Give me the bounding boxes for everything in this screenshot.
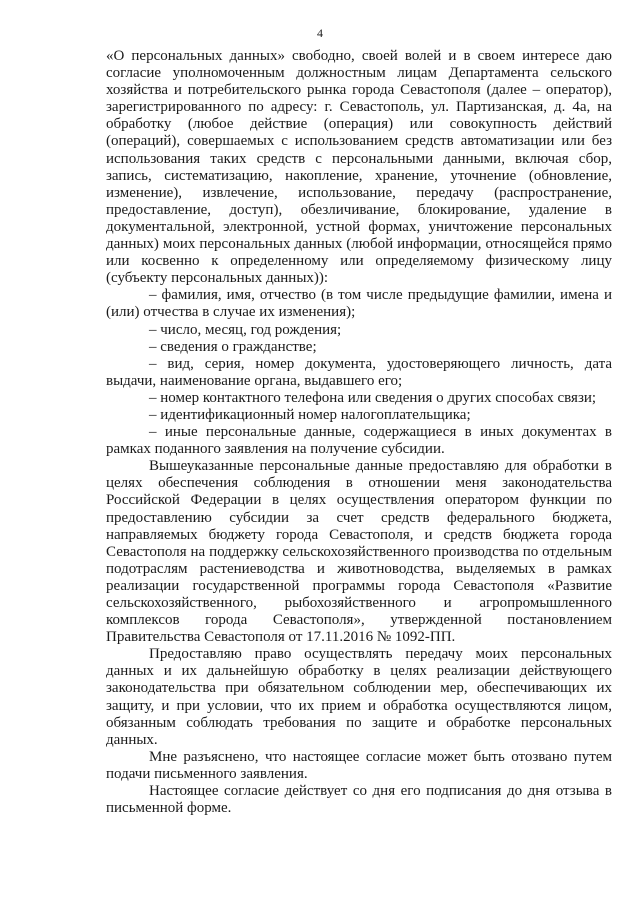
list-item-birth-date: – число, месяц, год рождения;	[149, 321, 342, 338]
list-item-identity-document: – вид, серия, номер документа, удостоверяющего личность, дата выдачи, наименование органа, выдавшего его;	[106, 355, 612, 389]
list-item-full-name: – фамилия, имя, отчество (в том числе предыдущие фамилии, имена и (или) отчества в случае их изменения);	[106, 287, 612, 321]
revocation-paragraph: Мне разъяснено, что настоящее согласие может быть отозвано путем подачи письменного заявления.	[106, 748, 612, 782]
list-item-tax-id: – идентификационный номер налогоплательщика;	[149, 406, 471, 423]
page-number: 4	[317, 26, 323, 40]
document-body	[106, 48, 612, 817]
list-item-phone: – номер контактного телефона или сведения о других способах связи;	[149, 389, 597, 406]
list-item-other-data: – иные персональные данные, содержащиеся в иных документах в рамках поданного заявления на получение субсидии.	[106, 424, 612, 458]
processing-purpose-paragraph: Вышеуказанные персональные данные предоставляю для обработки в целях обеспечения соблюдения в отношении меня законодательства Российской Федерации в целях осуществления оператором функции по предоставлению субсидии за счет средств федерального бюджета, направляемых бюджету города Севастополя, и средств бюджета города Севастополя на поддержку сельскохозяйственного производства по отдельным подотраслям растениеводства и животноводства, выделяемых в рамках реализации государственной программы города Севастополя «Развитие сельскохозяйственного, рыбохозяйственного и агропромышленного комплексов города Севастополя», утвержденной постановлением Правительства Севастополя от 17.11.2016 № 1092-ПП.	[106, 458, 612, 646]
transfer-right-paragraph: Предоставляю право осуществлять передачу моих персональных данных и их дальнейшую обработку в целях реализации действующего законодательства при обязательном соблюдении мер, обеспечивающих их защиту, и при условии, что их прием и обработка осуществляются лицом, обязанным соблюдать требования по защите и обработке персональных данных.	[106, 646, 612, 748]
list-item-citizenship: – сведения о гражданстве;	[149, 338, 317, 355]
consent-scope-paragraph: «О персональных данных» свободно, своей волей и в своем интересе даю согласие уполномоченным должностным лицам Департамента сельского хозяйства и потребительского рынка города Севастополя (далее – оператор), зарегистрированного по адресу: г. Севастополь, ул. Партизанская, д. 4а, на обработку (любое действие (операция) или совокупность действий (операций), совершаемых с использованием средств автоматизации или без использования таких средств с персональными данными, включая сбор, запись, систематизацию, накопление, хранение, уточнение (обновление, изменение), извлечение, использование, передачу (распространение, предоставление, доступ), обезличивание, блокирование, удаление в документальной, электронной, устной формах, уничтожение персональных данных) моих персональных данных (любой информации, относящейся прямо или косвенно к определенному или определяемому физическому лицу (субъекту персональных данных)):	[106, 48, 612, 287]
validity-paragraph: Настоящее согласие действует со дня его подписания до дня отзыва в письменной форме.	[106, 783, 612, 817]
